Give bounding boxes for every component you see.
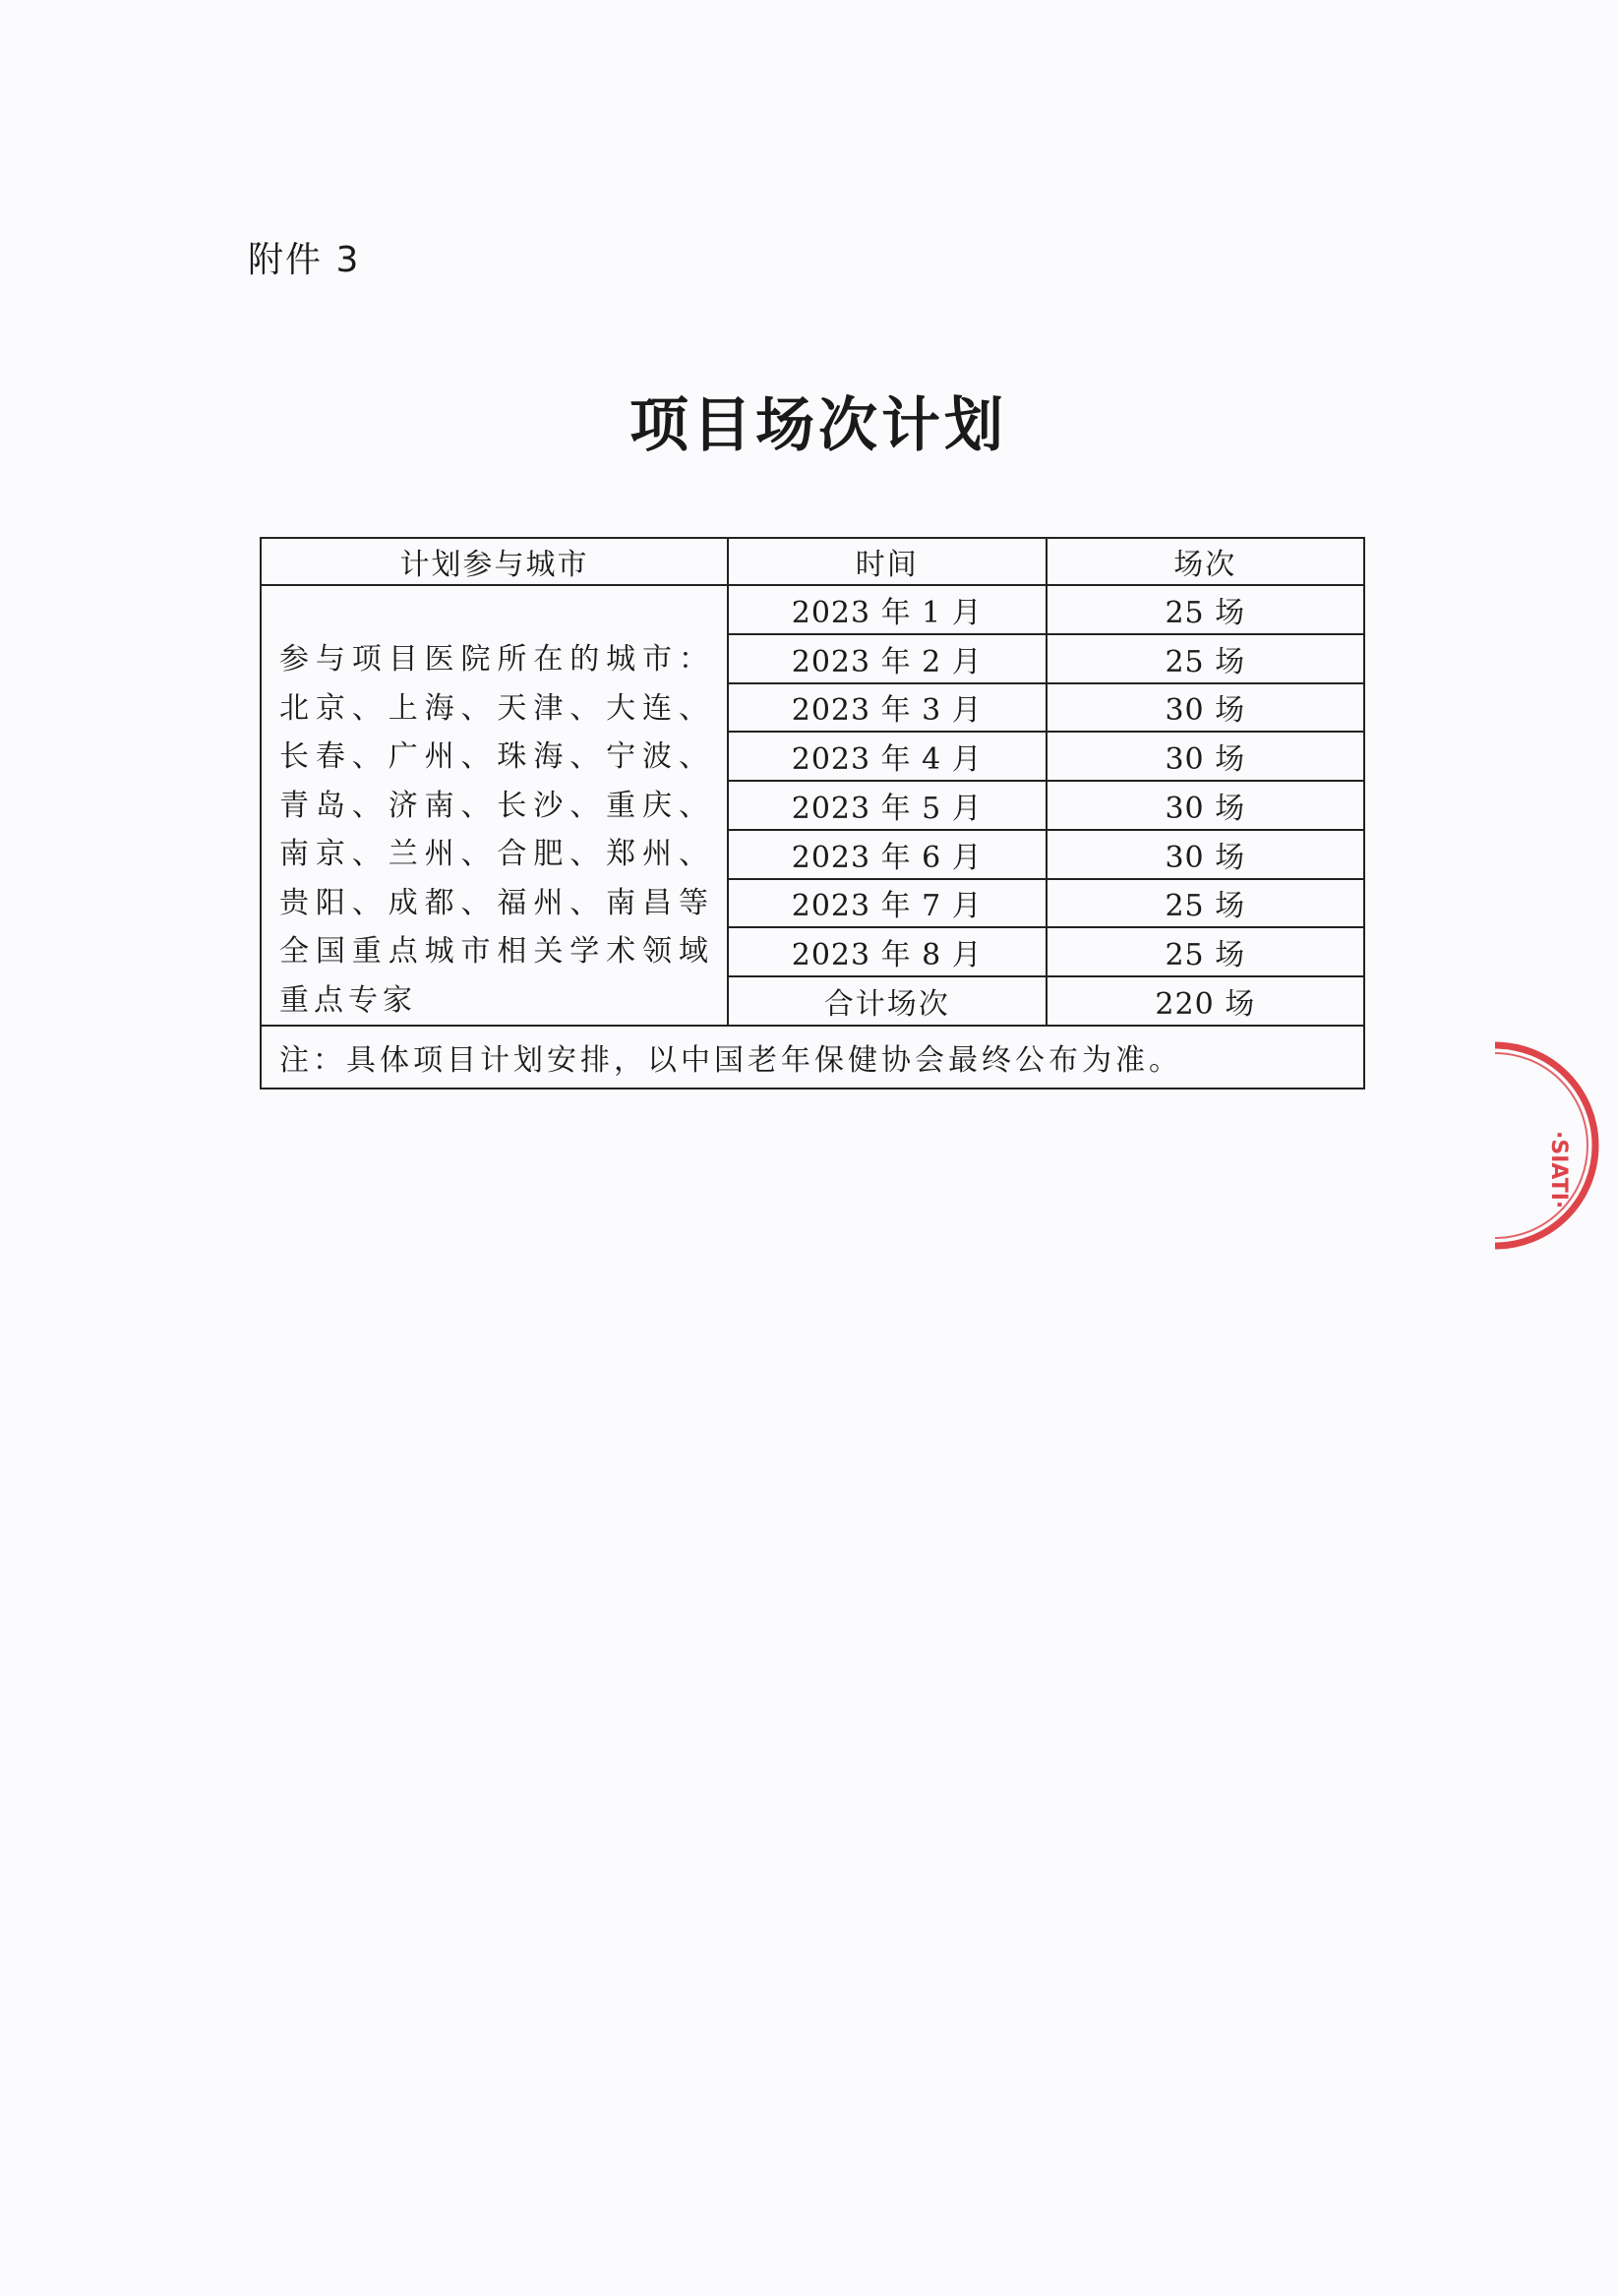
count-cell: 30 场: [1047, 683, 1364, 733]
count-cell: 25 场: [1047, 927, 1364, 976]
header-time: 时间: [728, 538, 1047, 585]
header-count: 场次: [1047, 538, 1364, 585]
time-cell: 2023 年 4 月: [728, 732, 1047, 781]
count-cell: 25 场: [1047, 585, 1364, 634]
time-cell: 2023 年 1 月: [728, 585, 1047, 634]
time-cell: 2023 年 2 月: [728, 634, 1047, 683]
total-value: 220 场: [1047, 976, 1364, 1026]
count-cell: 25 场: [1047, 879, 1364, 928]
table-header-row: [261, 538, 1364, 585]
note-row: [261, 1026, 1364, 1089]
attachment-label: 附件 3: [248, 240, 361, 280]
official-seal-fragment: [1495, 1032, 1613, 1259]
schedule-table: [260, 537, 1365, 1089]
time-cell: 2023 年 3 月: [728, 683, 1047, 733]
document-title: 项目场次计划: [629, 391, 1007, 460]
svg-text:·SIATI·: ·SIATI·: [1546, 1131, 1571, 1209]
note-text: 注：具体项目计划安排，以中国老年保健协会最终公布为准。: [261, 1026, 1364, 1089]
count-cell: 25 场: [1047, 634, 1364, 683]
time-cell: 2023 年 7 月: [728, 879, 1047, 928]
total-label: 合计场次: [728, 976, 1047, 1026]
seal-stamp-icon: [1495, 1032, 1613, 1259]
count-cell: 30 场: [1047, 781, 1364, 830]
header-cities: 计划参与城市: [261, 538, 728, 585]
time-cell: 2023 年 8 月: [728, 927, 1047, 976]
table-row: [261, 585, 1364, 634]
time-cell: 2023 年 6 月: [728, 830, 1047, 879]
count-cell: 30 场: [1047, 732, 1364, 781]
cities-cell: 参与项目医院所在的城市：北京、上海、天津、大连、长春、广州、珠海、宁波、青岛、济南、长沙、重庆、南京、兰州、合肥、郑州、贵阳、成都、福州、南昌等全国重点城市相关学术领域重点专家: [261, 585, 728, 1026]
count-cell: 30 场: [1047, 830, 1364, 879]
time-cell: 2023 年 5 月: [728, 781, 1047, 830]
